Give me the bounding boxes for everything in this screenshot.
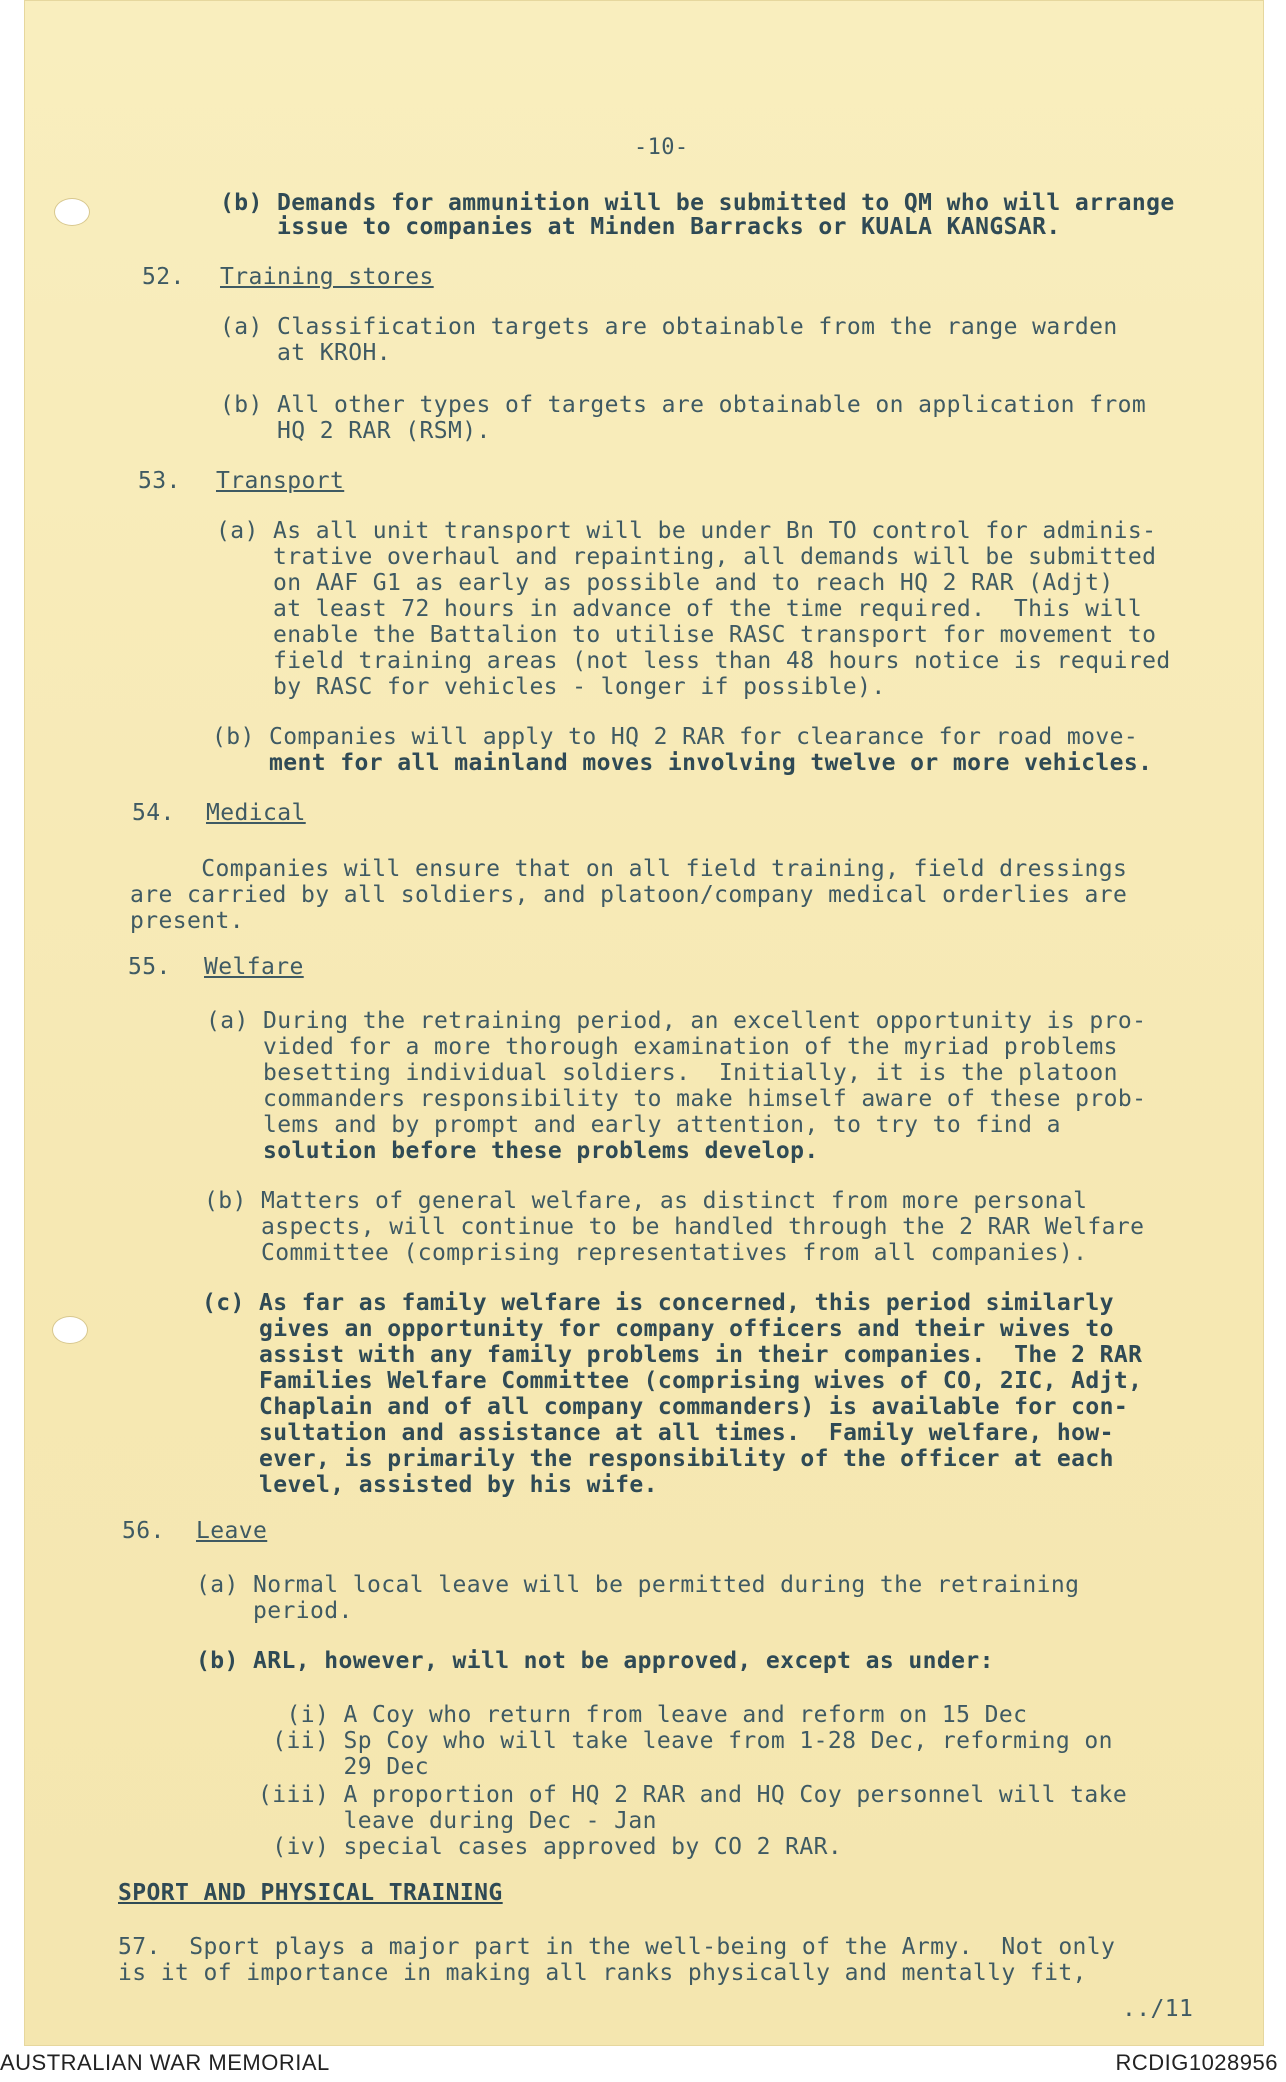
- sec53-a-line: enable the Battalion to utilise RASC transport for movement to: [216, 622, 1157, 648]
- sec55-c-line: sultation and assistance at all times. Family welfare, how-: [202, 1420, 1114, 1446]
- sec56-list-item: leave during Dec - Jan: [258, 1808, 657, 1834]
- sec53-a-line: field training areas (not less than 48 hours notice is required: [216, 648, 1171, 674]
- item-b-line-1: (b) Demands for ammunition will be submitted to QM who will arrange: [220, 190, 1175, 216]
- sec56-list-item: (iii) A proportion of HQ 2 RAR and HQ Coy personnel will take: [258, 1782, 1128, 1808]
- sec55-title: Welfare: [204, 954, 304, 980]
- sec55-c-line: level, assisted by his wife.: [202, 1472, 658, 1498]
- sec55-a-line: lems and by prompt and early attention, to try to find a: [206, 1112, 1061, 1138]
- punch-hole: [54, 198, 90, 226]
- sec52-a-line: (a) Classification targets are obtainable from the range warden: [220, 314, 1118, 340]
- sec56-number: 56.: [122, 1518, 165, 1544]
- sport-heading: SPORT AND PHYSICAL TRAINING: [118, 1880, 503, 1906]
- sec53-a-line: (a) As all unit transport will be under Bn TO control for adminis-: [216, 518, 1157, 544]
- sec55-a-line: commanders responsibility to make himself aware of these prob-: [206, 1086, 1147, 1112]
- sec55-a-line: (a) During the retraining period, an excellent opportunity is pro-: [206, 1008, 1147, 1034]
- sec52-title: Training stores: [220, 264, 434, 290]
- sec54-body-line: present.: [130, 908, 244, 934]
- sec55-c-line: Chaplain and of all company commanders) is available for con-: [202, 1394, 1129, 1420]
- sec56-a-line: (a) Normal local leave will be permitted during the retraining: [196, 1572, 1080, 1598]
- sec56-list-item: (ii) Sp Coy who will take leave from 1-28 Dec, reforming on: [258, 1728, 1113, 1754]
- sec54-body-line: are carried by all soldiers, and platoon/company medical orderlies are: [130, 882, 1128, 908]
- sec52-b-line: (b) All other types of targets are obtainable on application from: [220, 392, 1147, 418]
- page-number: -10-: [634, 135, 689, 160]
- continuation-marker: ../11: [1122, 1996, 1194, 2022]
- sec55-c-line: (c) As far as family welfare is concerned, this period similarly: [202, 1290, 1114, 1316]
- sec53-title: Transport: [216, 468, 345, 494]
- sec52-b-line: HQ 2 RAR (RSM).: [220, 418, 491, 444]
- sec53-a-line: on AAF G1 as early as possible and to reach HQ 2 RAR (Adjt): [216, 570, 1114, 596]
- sec54-body-line: Companies will ensure that on all field training, field dressings: [130, 856, 1128, 882]
- sec55-a-line: vided for a more thorough examination of the myriad problems: [206, 1034, 1118, 1060]
- sec54-number: 54.: [132, 800, 175, 826]
- punch-hole: [52, 1316, 88, 1344]
- item-b-line-2: issue to companies at Minden Barracks or KUALA KANGSAR.: [220, 214, 1061, 240]
- sec55-b-line: Committee (comprising representatives from all companies).: [204, 1240, 1088, 1266]
- sec56-list-item: (i) A Coy who return from leave and reform on 15 Dec: [258, 1702, 1028, 1728]
- sec55-c-line: Families Welfare Committee (comprising wives of CO, 2IC, Adjt,: [202, 1368, 1143, 1394]
- sec53-a-line: at least 72 hours in advance of the time required. This will: [216, 596, 1143, 622]
- sec55-c-line: assist with any family problems in their companies. The 2 RAR: [202, 1342, 1143, 1368]
- sec52-number: 52.: [142, 264, 185, 290]
- sec55-c-line: gives an opportunity for company officers and their wives to: [202, 1316, 1114, 1342]
- sec55-b-line: aspects, will continue to be handled through the 2 RAR Welfare: [204, 1214, 1145, 1240]
- sec56-list-item: (iv) special cases approved by CO 2 RAR.: [258, 1834, 843, 1860]
- sec55-c-line: ever, is primarily the responsibility of the officer at each: [202, 1446, 1114, 1472]
- footer-record-id: RCDIG1028956: [1115, 2050, 1278, 2075]
- sec53-b-line: (b) Companies will apply to HQ 2 RAR for clearance for road move-: [212, 724, 1139, 750]
- sec55-a-line: besetting individual soldiers. Initially, it is the platoon: [206, 1060, 1118, 1086]
- sec53-b-line: ment for all mainland moves involving twelve or more vehicles.: [212, 750, 1153, 776]
- sec56-list-item: 29 Dec: [258, 1754, 429, 1780]
- sec57-line: is it of importance in making all ranks physically and mentally fit,: [118, 1960, 1087, 1986]
- sec52-a-line: at KROH.: [220, 340, 391, 366]
- sec57-line: 57. Sport plays a major part in the well-being of the Army. Not only: [118, 1934, 1116, 1960]
- sec53-a-line: trative overhaul and repainting, all demands will be submitted: [216, 544, 1157, 570]
- sec56-title: Leave: [196, 1518, 268, 1544]
- sec56-a-line: period.: [196, 1598, 353, 1624]
- footer-archive-name: AUSTRALIAN WAR MEMORIAL: [0, 2050, 330, 2075]
- sec55-b-line: (b) Matters of general welfare, as distinct from more personal: [204, 1188, 1088, 1214]
- sec53-number: 53.: [138, 468, 181, 494]
- sec53-a-line: by RASC for vehicles - longer if possible).: [216, 674, 886, 700]
- sec54-title: Medical: [206, 800, 306, 826]
- sec55-number: 55.: [128, 954, 171, 980]
- sec55-a-line: solution before these problems develop.: [206, 1138, 819, 1164]
- sec56-b-line: (b) ARL, however, will not be approved, except as under:: [196, 1648, 994, 1674]
